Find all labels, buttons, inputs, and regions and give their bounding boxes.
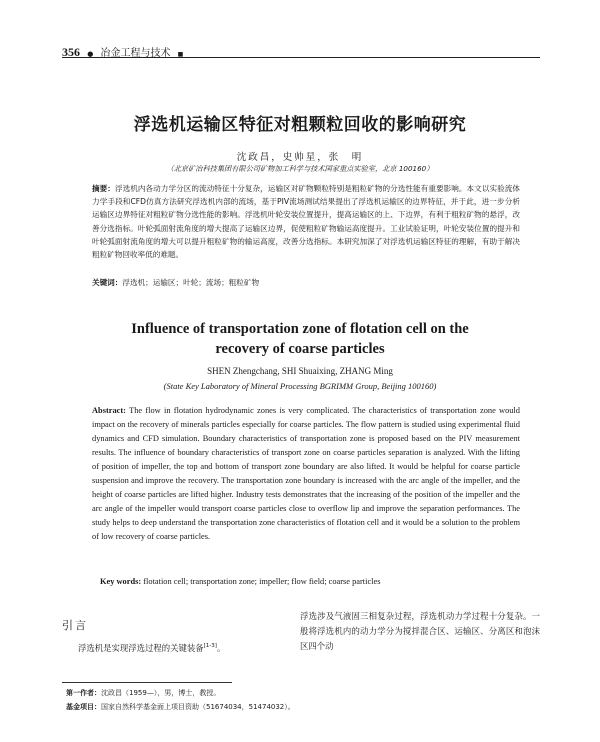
footnote-fund-label: 基金项目： <box>66 703 101 711</box>
title-english <box>0 319 600 359</box>
keywords-chinese <box>92 277 520 289</box>
authors-chinese: 沈政昌，史帅星，张 明 <box>236 152 364 163</box>
abstract-chinese-label: 摘要： <box>92 184 115 193</box>
authors-english: SHEN Zhengchang, SHI Shuaixing, ZHANG Ming <box>207 366 393 376</box>
intro-left-text: 浮选机是实现浮选过程的关键装备 <box>78 642 204 653</box>
keywords-chinese-text: 浮选机；运输区；叶轮；流场；粗粒矿物 <box>122 278 260 287</box>
title-chinese: 浮选机运输区特征对粗颗粒回收的影响研究 <box>133 115 467 135</box>
page-number: 356 <box>62 45 80 59</box>
affiliation-chinese: （北京矿冶科技集团有限公司矿物加工科学与技术国家重点实验室，北京 100160） <box>166 164 434 173</box>
intro-left-end: 。 <box>216 642 226 653</box>
title-english-line2: recovery of coarse particles <box>215 341 385 357</box>
footnote-fund <box>66 702 536 712</box>
journal-name: 冶金工程与技术 <box>100 48 171 59</box>
keywords-chinese-label: 关键词： <box>92 278 123 287</box>
footnote-rule <box>62 682 232 683</box>
keywords-english-text: flotation cell; transportation zone; impeller; flow field; coarse particles <box>143 577 381 586</box>
abstract-chinese <box>92 182 520 261</box>
keywords-english <box>100 577 520 586</box>
intro-left-column <box>78 639 290 656</box>
abstract-english-text: The flow in flotation hydrodynamic zones is very complicated. The characteristics of transportation zone would impact on the recovery of minerals particles especially for coarse particles. The flow pattern is studied using experimental fluid dynamics and CFD simulation. Boundary characteristics of transportation zone is proposed based on the PIV measurement results. The influence of boundary characteristics of transport zone on coarse particles separation is analyzed. With the lifting of position of impeller, the top and bottom of transport zone boundary are also lifted. It would be helpful for coarse particle suspension and improve the recovery. The transportation zone boundary is increased with the arc angle of the impeller, and the height of coarse particles are lifted higher. Industry tests demonstrates that the increasing of the position of the impeller and the arc angle of the impeller would transport coarse particles close to overflow lip and improve the separation performances. The study helps to deep understand the transportation zone characteristics of flotation cell and it would be a solution to the problem of low recovery of coarse particles. <box>92 406 520 541</box>
affiliation-english: (State Key Laboratory of Mineral Processing BGRIMM Group, Beijing 100160) <box>163 381 437 391</box>
section-heading-introduction: 引言 <box>62 619 88 632</box>
footnote-author-text: 沈政昌（1959—），男，博士，教授。 <box>101 689 221 697</box>
abstract-chinese-text: 浮选机内各动力学分区的流动特征十分复杂，运输区对矿物颗粒特别是粗粒矿物的分选性能有重要影响。本文以实验流体力学手段和CFD仿真方法研究浮选机内部的流场，基于PIV流场测试结果提出了浮选机运输区的边界特征，并于此，进一步分析运输区边界特征对粗粒矿物分选性能的影响。浮选机叶轮安装位置提升，提高运输区的上、下边界，有利于粗粒矿物的悬浮，改善分选指标。叶轮弧面射流角度的增大提高了运输区边界，促使粗粒矿物输运高度提升。工业试验证明，叶轮安装位置的提升和叶轮弧面射流角度的增大可以提升粗粒矿物的输运高度，改善分选指标。本研究加深了对浮选机运输区特征的理解，有助于解决粗粒矿物回收率低的难题。 <box>92 184 520 260</box>
footnote-fund-text: 国家自然科学基金面上项目资助（51674034，51474032）。 <box>101 703 295 711</box>
intro-right-column: 浮选涉及气液固三相复杂过程，浮选机动力学过程十分复杂。一般将浮选机内的动力学分为搅拌混合区、运输区、分离区和泡沫区四个动 <box>300 611 540 651</box>
abstract-english <box>92 404 520 544</box>
citation-ref: [1-3] <box>203 643 217 649</box>
header-bullet-2: ■ <box>177 51 184 58</box>
footnote-author-label: 第一作者： <box>66 689 101 697</box>
title-english-line1: Influence of transportation zone of flotation cell on the <box>131 321 469 337</box>
header-rule <box>62 57 540 58</box>
keywords-english-label: Key words: <box>100 577 142 586</box>
running-header <box>62 44 562 59</box>
header-bullet: ● <box>87 50 94 58</box>
footnote-author <box>66 688 536 698</box>
abstract-english-label: Abstract: <box>92 406 126 415</box>
